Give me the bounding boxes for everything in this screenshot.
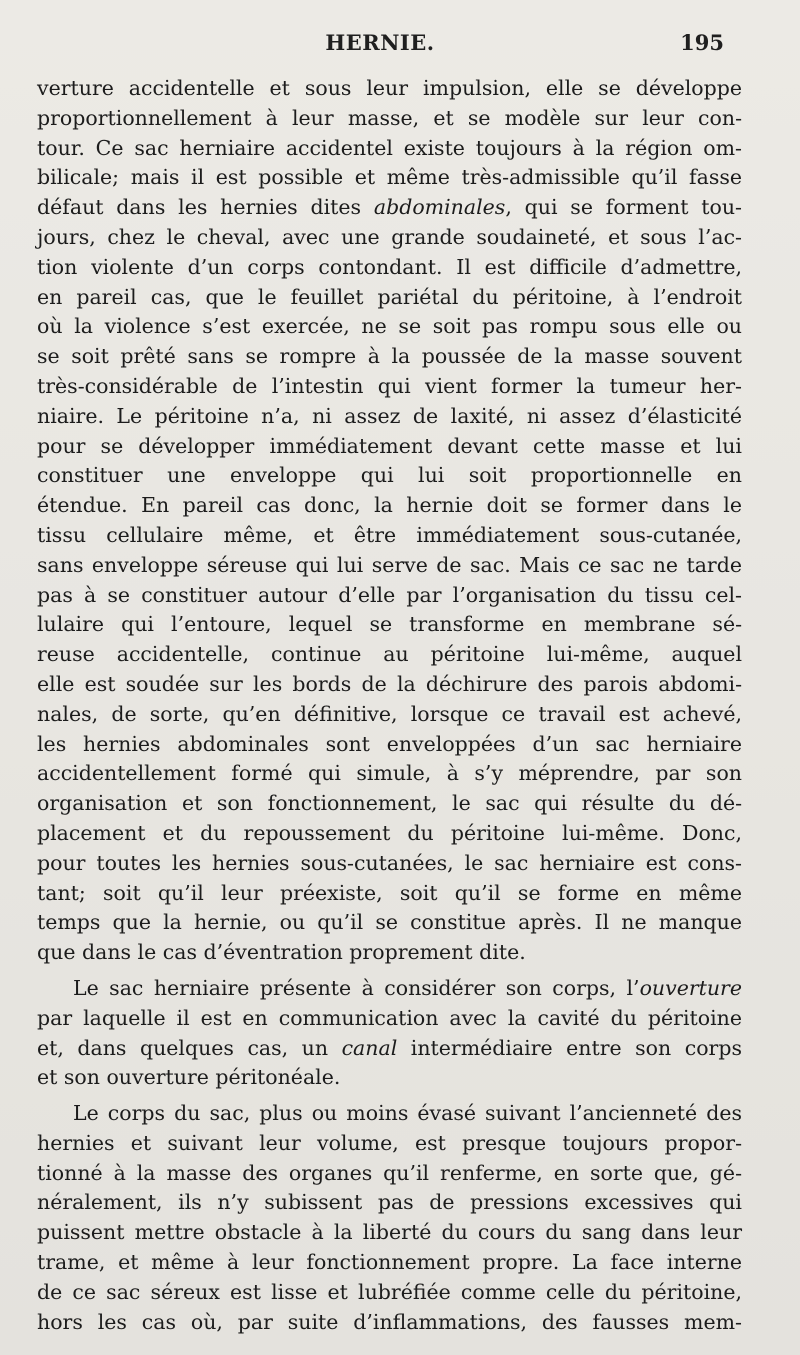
text-line: se soit prêté sans se rompre à la poussée de la masse souvent <box>37 344 742 369</box>
text-line: en pareil cas, que le feuillet pariétal du péritoine, à l’endroit <box>37 284 742 309</box>
text-line: organisation et son fonctionnement, le sac qui résulte du dé- <box>37 791 742 816</box>
text-line: temps que la hernie, ou qu’il se constitue après. Il ne manque <box>37 910 742 935</box>
text-line: hernies et suivant leur volume, est presque toujours propor- <box>37 1130 742 1155</box>
italic-term: canal <box>341 1035 398 1060</box>
text-line: Le sac herniaire présente à considérer son corps, l’ouverture <box>73 975 742 1000</box>
text-line: pour se développer immédiatement devant cette masse et lui <box>37 433 742 458</box>
text-line: tion violente d’un corps contondant. Il est difficile d’admettre, <box>37 254 742 279</box>
text-line: pour toutes les hernies sous-cutanées, le sac herniaire est cons- <box>37 850 742 875</box>
text-line: et, dans quelques cas, un canal intermédiaire entre son corps <box>37 1035 742 1060</box>
text-line: défaut dans les hernies dites abdominales, qui se forment tou- <box>37 195 742 220</box>
text-line: pas à se constituer autour d’elle par l’organisation du tissu cel- <box>37 582 742 607</box>
text-line: tant; soit qu’il leur préexiste, soit qu’il se forme en même <box>37 880 742 905</box>
text-line: jours, chez le cheval, avec une grande soudaineté, et sous l’ac- <box>37 224 742 249</box>
running-title: HERNIE. <box>325 30 435 55</box>
text-line: niaire. Le péritoine n’a, ni assez de laxité, ni assez d’élasticité <box>37 403 742 428</box>
text-line: de ce sac séreux est lisse et lubréfiée comme celle du péritoine, <box>37 1279 742 1304</box>
text-line: que dans le cas d’éventration proprement dite. <box>37 940 526 965</box>
text-line: elle est soudée sur les bords de la déchirure des parois abdomi- <box>37 671 742 696</box>
text-line: étendue. En pareil cas donc, la hernie doit se former dans le <box>37 493 742 518</box>
text-line: proportionnellement à leur masse, et se modèle sur leur con- <box>37 105 742 130</box>
text-line: constituer une enveloppe qui lui soit proportionnelle en <box>37 463 742 488</box>
text-line: où la violence s’est exercée, ne se soit pas rompu sous elle ou <box>37 314 742 339</box>
text-line: Le corps du sac, plus ou moins évasé suivant l’ancienneté des <box>73 1101 742 1126</box>
text-line: bilicale; mais il est possible et même très-admissible qu’il fasse <box>37 165 742 190</box>
text-line: néralement, ils n’y subissent pas de pressions excessives qui <box>37 1190 742 1215</box>
italic-term: abdominales <box>373 195 506 220</box>
text-line: trame, et même à leur fonctionnement propre. La face interne <box>37 1250 742 1275</box>
text-line: verture accidentelle et sous leur impulsion, elle se développe <box>37 76 742 100</box>
text-line: nales, de sorte, qu’en définitive, lorsque ce travail est achevé, <box>37 701 742 726</box>
text-line: tissu cellulaire même, et être immédiatement sous-cutanée, <box>37 522 742 547</box>
text-line: lulaire qui l’entoure, lequel se transforme en membrane sé- <box>37 612 742 637</box>
text-line: sans enveloppe séreuse qui lui serve de sac. Mais ce sac ne tarde <box>37 552 742 577</box>
italic-term: ouverture <box>639 975 742 1000</box>
text-line: hors les cas où, par suite d’inflammations, des fausses mem- <box>37 1309 742 1334</box>
text-line: les hernies abdominales sont enveloppées d’un sac herniaire <box>37 731 742 756</box>
text-line: puissent mettre obstacle à la liberté du cours du sang dans leur <box>37 1220 742 1245</box>
text-line: tionné à la masse des organes qu’il renferme, en sorte que, gé- <box>37 1160 742 1185</box>
text-line: placement et du repoussement du péritoine lui-même. Donc, <box>37 820 742 845</box>
running-header <box>36 30 724 60</box>
text-line: tour. Ce sac herniaire accidentel existe toujours à la région om- <box>37 135 742 160</box>
text-line: par laquelle il est en communication avec la cavité du péritoine <box>37 1005 742 1030</box>
text-line: accidentellement formé qui simule, à s’y méprendre, par son <box>37 761 742 786</box>
text-line: et son ouverture péritonéale. <box>37 1065 341 1090</box>
page-number: 195 <box>680 30 724 55</box>
text-line: reuse accidentelle, continue au péritoine lui-même, auquel <box>37 642 742 667</box>
body-text <box>37 74 742 1337</box>
text-line: très-considérable de l’intestin qui vient former la tumeur her- <box>37 373 742 398</box>
